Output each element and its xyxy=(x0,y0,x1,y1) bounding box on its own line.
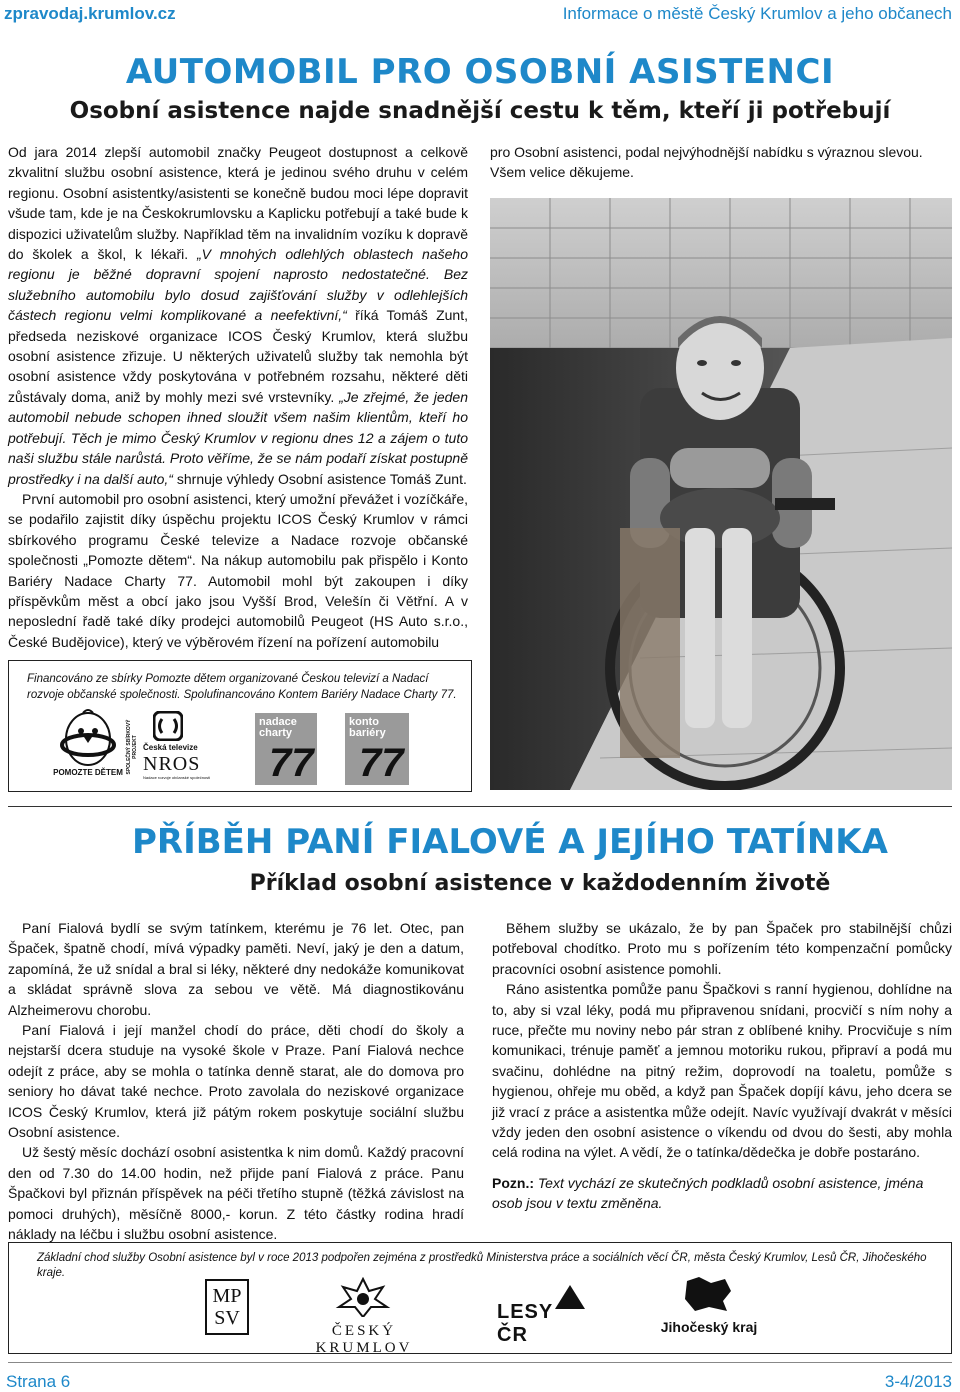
article1-paragraph-1 xyxy=(8,142,468,489)
article-photo xyxy=(490,198,952,790)
quote-run: „Je zřejmé, že jeden automobil nebude schopen ihned sloužit všem našim klientům, kteří ho potřebují. Těch je mimo Český Krumlov v regionu dnes 12 a zájem o tuto naši službu stále narůstá. Proto věříme, že se nám podaří získat postupně prostředky i na další auto,“ xyxy=(8,388,468,487)
pomozte-detem-label: POMOZTE DĚTEM xyxy=(53,768,123,777)
nros-sub-label: Nadace rozvoje občanské společnosti xyxy=(143,775,211,780)
project-label xyxy=(127,705,137,785)
article2-paragraph-1: Paní Fialová bydlí se svým tatínkem, kterému je 76 let. Otec, pan Špaček, špatně chodí, mívá výpadky paměti. Neví, jaký je den a datum, zapomíná, že už snídal a bral si léky, některé dny nedokáže komunikovat a skládat správně slova za sebou ve větě. Má diagnostikovánu Alzheimerovu chorobu. xyxy=(8,920,464,1018)
region-icon xyxy=(683,1277,733,1313)
nros-label: NROS xyxy=(143,753,201,775)
ceska-televize-icon xyxy=(153,711,183,741)
nadace-charty-logo xyxy=(255,713,317,785)
article2-paragraph-4: Během služby se ukázalo, že by pan Špaček pro stabilnější chůzi potřeboval chodítko. Proto mu s pořízením této kompenzační pomůcky pracovníci osobní asistence pomohli. xyxy=(492,920,952,977)
text-run: shrnuje výhledy Osobní asistence Tomáš Zunt. xyxy=(172,470,467,487)
text-run: Od jara 2014 zlepší automobil značky Peugeot dostupnost a celkově zkvalitní službu osobní asistence, která je jedinou svého druhu v celém regionu. Osobní asistentky/asistenti se konečně budou moci lépe dopravit všude tam, kde je na Českokrumlovsku a Kaplicku potřebují a také bude k dispozici uživatelům služby. Například těm na invalidním vozíku k dopravě do školek a škol, k lékaři. xyxy=(8,144,468,263)
article1-title: AUTOMOBIL PRO OSOBNÍ ASISTENCI xyxy=(125,52,835,92)
article2-column-right xyxy=(492,918,952,1214)
nadace-charty-number: 77 xyxy=(269,741,314,785)
article1-paragraph-2: První automobil pro osobní asistenci, který umožní převážet i vozíčkáře, se podařilo zajistit díky úspěchu projektu ICOS Český Krumlov v rámci sbírkového programu České televize a Nadace rozvoje občanské společnosti „Pomozte dětem“. Na nákup automobilu pak přispělo i Konto Bariéry Nadace Charty 77. Automobil mohl být zakoupen i díky příspěvkům měst a obcí jako jsou Vyšší Brod, Velešín či Větřní. A v neposlední řadě také díky prodejci automobilů Peugeot (HS Auto s.r.o., České Budějovice), který ve výběrovém řízení na pořízení automobilu xyxy=(8,490,468,650)
section-divider xyxy=(8,806,952,807)
ct-label: Česká televize xyxy=(143,743,198,752)
article2-paragraph-3: Už šestý měsíc dochází osobní asistentka k nim domů. Každý pracovní den od 7.30 do 14.00 hodin, než přijde paní Fialová z práce. Panu Špačkovi byl přiznán příspěvek na péči třetího stupně (těžká závislost na pomoci druhých), měsíčně 8000,- korun. Z této částky rodina hradí náklady na léčbu i službu osobní asistence. xyxy=(8,1144,464,1243)
article2-note xyxy=(492,1173,952,1214)
article2-paragraph-5: Ráno asistentka pomůže panu Špačkovi s ranní hygienou, dohlídne na to, aby si vzal léky, podá mu připravenou snídani, procvičí s ním nohy a ruce, přečte mu noviny nebo pár stran z oblíbené knihy. Procvičuje s ním komunikaci, trénuje paměť a jemnou motoriku rukou, připraví a podá mu svačinu, dohlédne na pitný režim, doprovodí na toaletu, pomůže s hygienou, ohřeje mu oběd, a když pan Špaček dopíjí kávu, jeho dcera se již vrací z práce a asistentka může odejít. Navíc využívají dvakrát v měsíci vždy jeden den osobní asistence o víkendu od dvou do šesti, aby mohla celá rodina na výlet. A vědí, že o tatínka/dědečka je dobře postaráno. xyxy=(492,981,952,1161)
quote-run: Bez služebního automobilu bylo dosud zajišťování služby v odlehlejších částech regionu velmi komplikované a neefektivní,“ xyxy=(8,266,468,324)
note-label: Pozn.: xyxy=(492,1174,534,1191)
base-funding-box xyxy=(8,1242,952,1354)
jihocesky-kraj-logo xyxy=(649,1277,769,1343)
cesky-krumlov-logo xyxy=(289,1277,439,1356)
article1-column-right xyxy=(490,142,952,183)
article2-title: PŘÍBĚH PANÍ FIALOVÉ A JEJÍHO TATÍNKA xyxy=(132,822,888,862)
article1-continuation: pro Osobní asistenci, podal nejvýhodnější nabídku s výraznou slevou. Všem velice děkujeme. xyxy=(490,144,923,181)
header-tagline: Informace o městě Český Krumlov a jeho občanech xyxy=(562,4,952,23)
site-link[interactable]: zpravodaj.krumlov.cz xyxy=(4,4,176,23)
jihocesky-kraj-label: Jihočeský kraj xyxy=(660,1319,758,1335)
photo-boy-wheelchair-pool xyxy=(490,198,952,790)
page-number: Strana 6 xyxy=(6,1372,71,1391)
text-run: říká Tomáš Zunt, předseda neziskové organizace ICOS Český Krumlov, která službu osobní asistence zřizuje. U některých uživatelů služby tak nemohla být osobní asistence vždy poskytována v potřebném rozsahu, některé děti zůstávaly doma, aniž by mohly mezi své vrstevníky. xyxy=(8,307,468,405)
page-header xyxy=(0,0,960,40)
konto-bariery-label: konto bariéry xyxy=(349,716,386,739)
cesky-krumlov-label: ČESKÝ KRUMLOV xyxy=(315,1323,413,1356)
article1-subtitle: Osobní asistence najde snadnější cestu k těm, kteří ji potřebují xyxy=(69,98,891,124)
base-funding-text: Základní chod služby Osobní asistence byl v roce 2013 podpořen zejména z prostředků Ministerstva práce a sociálních věcí ČR, města Český Krumlov, Lesů ČR, Jihočeského kraje. xyxy=(37,1252,927,1279)
ct-nros-logo xyxy=(143,711,223,781)
lesy-cr-label: LESY ČR xyxy=(497,1301,553,1346)
article2-subtitle: Příklad osobní asistence v každodenním životě xyxy=(249,871,831,896)
note-text: Text vychází ze skutečných podkladů osobní asistence, jména osob jsou v textu změněna. xyxy=(492,1174,924,1212)
konto-bariery-number: 77 xyxy=(359,741,404,785)
rose-icon xyxy=(333,1277,393,1317)
quote-run: „V mnohých odlehlých oblastech našeho regionu je běžné dopravní spojení naprosto nedostatečné. xyxy=(8,246,468,283)
project-label-text: SPOLEČNÝ SBÍRKOVÝ PROJEKT xyxy=(126,719,138,775)
article2-column-left xyxy=(8,918,464,1245)
footer-rule xyxy=(8,1362,952,1363)
konto-bariery-logo xyxy=(345,713,409,785)
mpsv-logo xyxy=(205,1279,249,1335)
article1-column-left xyxy=(8,142,468,652)
issue-number: 3-4/2013 xyxy=(884,1372,952,1391)
funding-text: Financováno ze sbírky Pomozte dětem organizované Českou televizí a Nadací rozvoje občanské společnosti. Spolufinancováno Kontem Bariéry Nadace Charty 77. xyxy=(27,673,457,701)
page-footer xyxy=(0,1364,960,1392)
mpsv-label: MPSV xyxy=(212,1285,242,1329)
lesy-cr-logo xyxy=(497,1281,587,1346)
article2-paragraph-2: Paní Fialová i její manžel chodí do práce, děti chodí do školy a nejstarší dcera studuje na vysoké škole v Praze. Paní Fialová nechce odejít z práce, aby se mohla o tatínka denně starat, ale do domova pro seniory ho dávat také nechce. Proto zavolala do neziskové organizace ICOS Český Krumlov, která již pátým rokem poskytuje sociální službu Osobní asistence. xyxy=(8,1022,464,1141)
funding-box xyxy=(8,660,472,792)
nadace-charty-label: nadace charty xyxy=(259,716,297,739)
pomozte-detem-logo xyxy=(53,707,123,785)
